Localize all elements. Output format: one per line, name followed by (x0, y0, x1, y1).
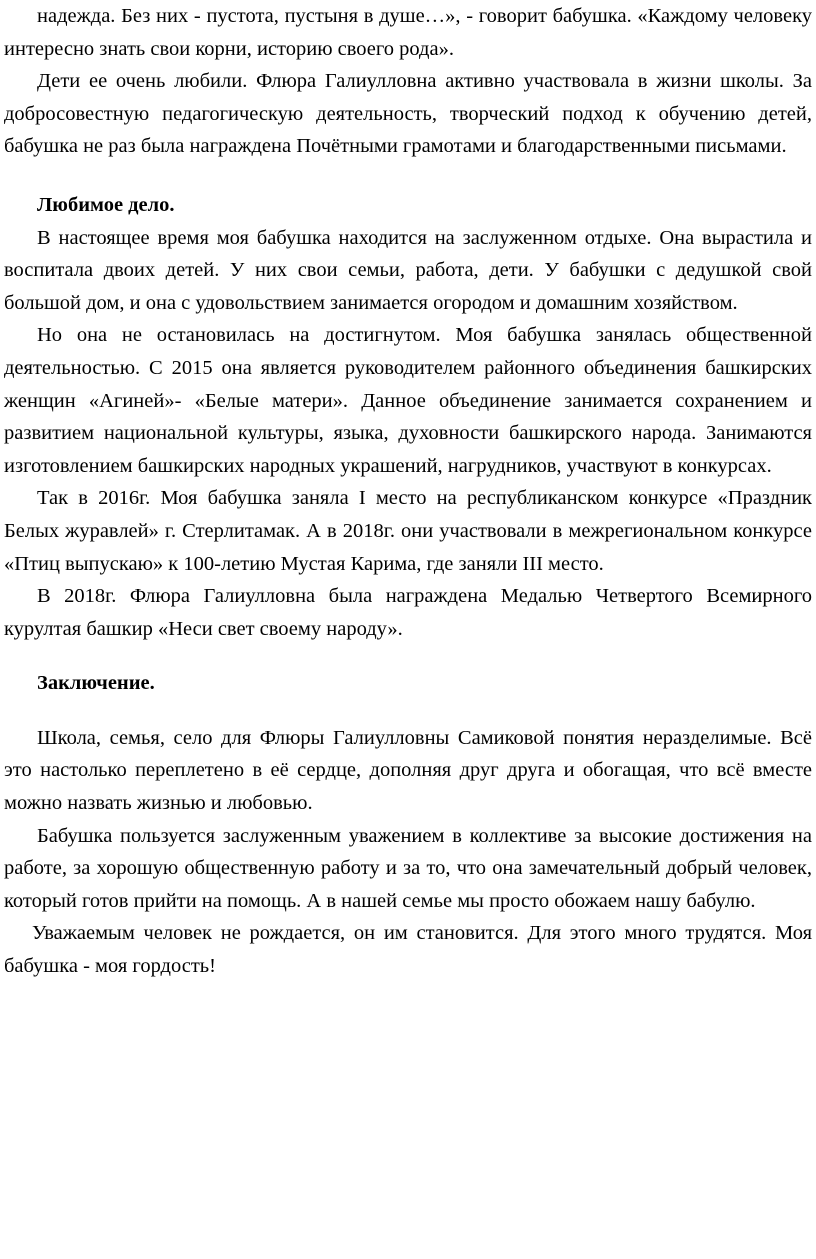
spacer (4, 700, 812, 722)
spacer (4, 645, 812, 667)
paragraph-conclusion-respect: Бабушка пользуется заслуженным уважением в коллективе за высокие достижения на работе, за хорошую общественную работу и за то, что она замечательный добрый человек, который готов прийти на помощь. А в нашей семье мы просто обожаем нашу бабулю. (4, 824, 812, 912)
paragraph-retirement: В настоящее время моя бабушка находится на заслуженном отдыхе. Она вырастила и воспитала двоих детей. У них свои семьи, работа, дети. У бабушки с дедушкой свой большой дом, и она с удовольствием занимается огородом и домашним хозяйством. (4, 226, 812, 314)
paragraph-school-life: Дети ее очень любили. Флюра Галиулловна активно участвовала в жизни школы. За добросовестную педагогическую деятельность, творческий подход к обучению детей, бабушка не раз была награждена Почётными грамотами и благодарственными письмами. (4, 70, 812, 158)
spacer (4, 163, 812, 189)
paragraph-medal: В 2018г. Флюра Галиулловна была награждена Медалью Четвертого Всемирного курултая башкир «Неси свет своему народу». (4, 585, 812, 640)
paragraph-conclusion-pride: Уважаемым человек не рождается, он им становится. Для этого много трудятся. Моя бабушка - моя гордость! (4, 922, 812, 978)
section-heading-favorite-work: Любимое дело. (37, 193, 175, 216)
paragraph-conclusion-school-family: Школа, семья, село для Флюры Галиулловны Самиковой понятия неразделимые. Всё это настолько переплетено в её сердце, дополняя друг друга и обогащая, что всё вместе можно назвать жизнью и любовью. (4, 726, 812, 815)
paragraph-contests: Так в 2016г. Моя бабушка заняла I место на республиканском конкурсе «Праздник Белых журавлей» г. Стерлитамак. А в 2018г. они участвовали в межрегиональном конкурсе «Птиц выпускаю» к 100-летию Мустая Карима, где заняли III место. (4, 487, 812, 575)
paragraph-public-activity: Но она не остановилась на достигнутом. Моя бабушка занялась общественной деятельностью. С 2015 она является руководителем районного объединения башкирских женщин «Агиней»- «Белые матери». Данное объединение занимается сохранением и развитием национальной культуры, языка, духовности башкирского народа. Занимаются изготовлением башкирских народных украшений, нагрудников, участвуют в конкурсах. (4, 324, 812, 477)
paragraph-continuation: надежда. Без них - пустота, пустыня в душе…», - говорит бабушка. «Каждому человеку интересно знать свои корни, историю своего рода». (4, 5, 812, 60)
section-heading-conclusion: Заключение. (37, 672, 155, 695)
